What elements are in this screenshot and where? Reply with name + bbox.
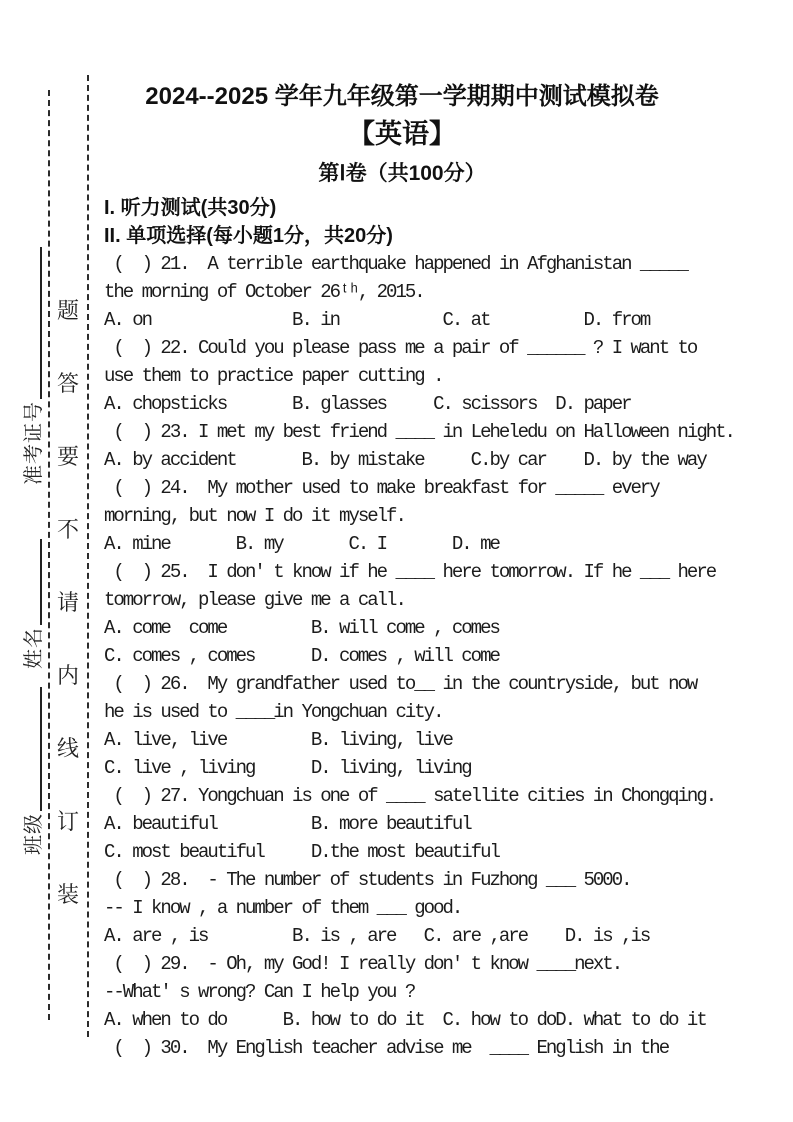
binding-char: 装 (56, 882, 79, 907)
question-30-line-1: ( ) 30. My English teacher advise me ____ English in the (104, 1037, 669, 1059)
binding-char: 不 (56, 517, 79, 542)
question-21-line-2: the morning of October 26ᵗʰ, 2015. (104, 281, 424, 303)
section-1-heading: I. 听力测试(共30分) (104, 197, 277, 219)
class-blank-line (40, 687, 42, 811)
section-2-heading: II. 单项选择(每小题1分，共20分) (104, 225, 393, 247)
exam-number-field (20, 247, 46, 485)
exam-title: 2024--2025 学年九年级第一学期期中测试模拟卷 (145, 83, 659, 110)
binding-dashed-line-outer (87, 75, 89, 1037)
question-25-line-2: tomorrow, please give me a call. (104, 589, 405, 611)
exam-content (104, 80, 734, 1062)
part-heading: 第Ⅰ卷（共100分） (318, 162, 486, 185)
student-name-label: 姓名 (23, 627, 45, 669)
question-29-options: A. when to do B. how to do it C. how to doD. what to do it (104, 1009, 706, 1031)
question-24-options: A. mine B. my C. I D. me (104, 533, 499, 555)
question-27-options-cd: C. most beautiful D.the most beautiful (104, 841, 499, 863)
exam-number-blank-line (40, 247, 42, 399)
question-lines (104, 194, 734, 1062)
question-28-line-1: ( ) 28. - The number of students in Fuzhong ___ 5000. (104, 869, 631, 891)
class-field (20, 687, 46, 855)
exam-subject: 【英语】 (348, 119, 456, 149)
question-28-options: A. are , is B. is , are C. are ,are D. is ,is (104, 925, 650, 947)
binding-char: 答 (56, 371, 79, 396)
question-27-line-1: ( ) 27. Yongchuan is one of ____ satellite cities in Chongqing. (104, 785, 716, 807)
binding-char: 题 (56, 298, 79, 323)
binding-dashed-line-inner (48, 90, 50, 1020)
question-23-line-1: ( ) 23. I met my best friend ____ in Leheledu on Halloween night. (104, 421, 734, 443)
question-28-line-2: -- I know , a number of them ___ good. (104, 897, 462, 919)
question-22-line-2: use them to practice paper cutting . (104, 365, 443, 387)
question-25-options-cd: C. comes , comes D. comes , will come (104, 645, 499, 667)
question-22-options: A. chopsticks B. glasses C. scissors D. paper (104, 393, 631, 415)
exam-number-label: 准考证号 (23, 401, 45, 485)
question-29-line-2: --What' s wrong? Can I help you ? (104, 981, 415, 1003)
question-23-options: A. by accident B. by mistake C.by car D. by the way (104, 449, 706, 471)
question-26-line-2: he is used to ____in Yongchuan city. (104, 701, 443, 723)
binding-warning-column (54, 299, 82, 907)
question-25-line-1: ( ) 25. I don' t know if he ____ here tomorrow. If he ___ here (104, 561, 716, 583)
student-name-field (20, 539, 46, 669)
question-22-line-1: ( ) 22. Could you please pass me a pair of ______ ? I want to (104, 337, 697, 359)
question-27-options-ab: A. beautiful B. more beautiful (104, 813, 471, 835)
question-24-line-1: ( ) 24. My mother used to make breakfast for _____ every (104, 477, 659, 499)
binding-char: 要 (56, 444, 79, 469)
student-name-blank-line (40, 539, 42, 625)
binding-char: 请 (56, 590, 79, 615)
question-25-options-ab: A. come come B. will come , comes (104, 617, 499, 639)
class-label: 班级 (23, 813, 45, 855)
binding-char: 内 (56, 663, 79, 688)
question-26-options-cd: C. live , living D. living, living (104, 757, 471, 779)
binding-char: 线 (56, 736, 79, 761)
question-21-line-1: ( ) 21. A terrible earthquake happened in Afghanistan _____ (104, 253, 687, 275)
question-26-line-1: ( ) 26. My grandfather used to__ in the countryside, but now (104, 673, 697, 695)
question-21-options: A. on B. in C. at D. from (104, 309, 650, 331)
question-24-line-2: morning, but now I do it myself. (104, 505, 405, 527)
question-29-line-1: ( ) 29. - Oh, my God! I really don' t know ____next. (104, 953, 622, 975)
question-26-options-ab: A. live, live B. living, live (104, 729, 452, 751)
binding-char: 订 (56, 809, 79, 834)
